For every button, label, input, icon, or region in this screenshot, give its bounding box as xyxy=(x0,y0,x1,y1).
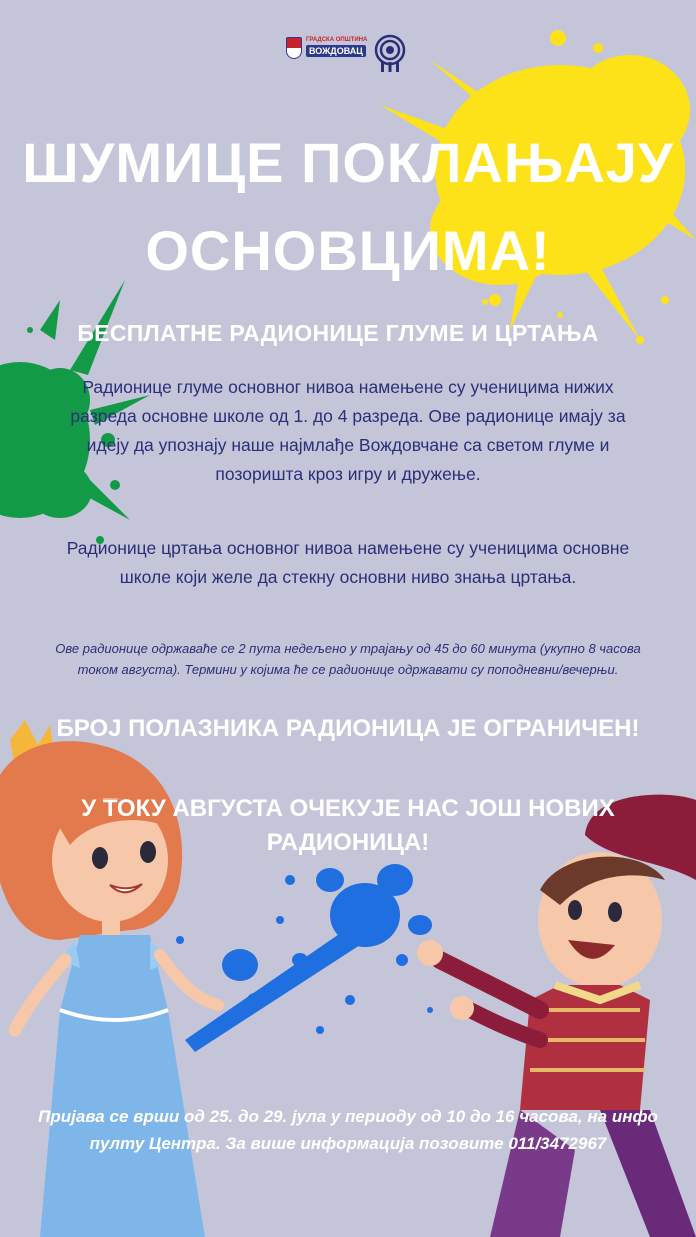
headline-line1: ШУМИЦЕ ПОКЛАЊАЈУ xyxy=(22,131,674,194)
municipal-logo-line2: ВОЖДОВАЦ xyxy=(306,45,366,57)
actor-boy-illustration xyxy=(417,795,696,1237)
subtitle: БЕСПЛАТНЕ РАДИОНИЦЕ ГЛУМЕ И ЦРТАЊА xyxy=(77,320,599,346)
municipal-logo xyxy=(286,36,366,70)
logos-bar xyxy=(0,34,696,74)
signup-info: Пријава се врши од 25. до 29. јула у периоду од 10 до 16 часова, на инфо пулту Центра. За више информација позовите 011/3472967 xyxy=(38,1107,658,1153)
drawing-workshop-description: Радионице цртања основног нивоа намењене су ученицима основне школе који желе да стекну основни ниво знања цртања. xyxy=(66,538,630,587)
culture-center-logo-icon xyxy=(370,34,410,74)
schedule-note: Ове радионице одржаваће се 2 пута недељено у трајању од 45 до 60 минута (укупно 8 часова током августа). Термини у којима ће се радионице одржавати су поподневни/вечерњи. xyxy=(55,641,641,677)
acting-workshop-description: Радионице глуме основног нивоа намењене су ученицима нижих разреда основне школе од 1. до 4 разреда. Ове радионице имају за идеју да упознају наше најмлађе Вождовчане са светом глуме и позоришта кроз игру и дружење. xyxy=(70,377,626,484)
headline-line2: ОСНОВЦИМА! xyxy=(145,219,551,282)
municipal-logo-line1: ГРАДСКА ОПШТИНА xyxy=(306,37,368,43)
crest-icon xyxy=(286,37,302,59)
more-workshops-notice: У ТОКУ АВГУСТА ОЧЕКУЈЕ НАС ЈОШ НОВИХ РАДИОНИЦА! xyxy=(81,795,615,856)
blue-paint-splash xyxy=(176,864,433,1052)
limited-places-notice: БРОЈ ПОЛАЗНИКА РАДИОНИЦА ЈЕ ОГРАНИЧЕН! xyxy=(56,715,640,742)
